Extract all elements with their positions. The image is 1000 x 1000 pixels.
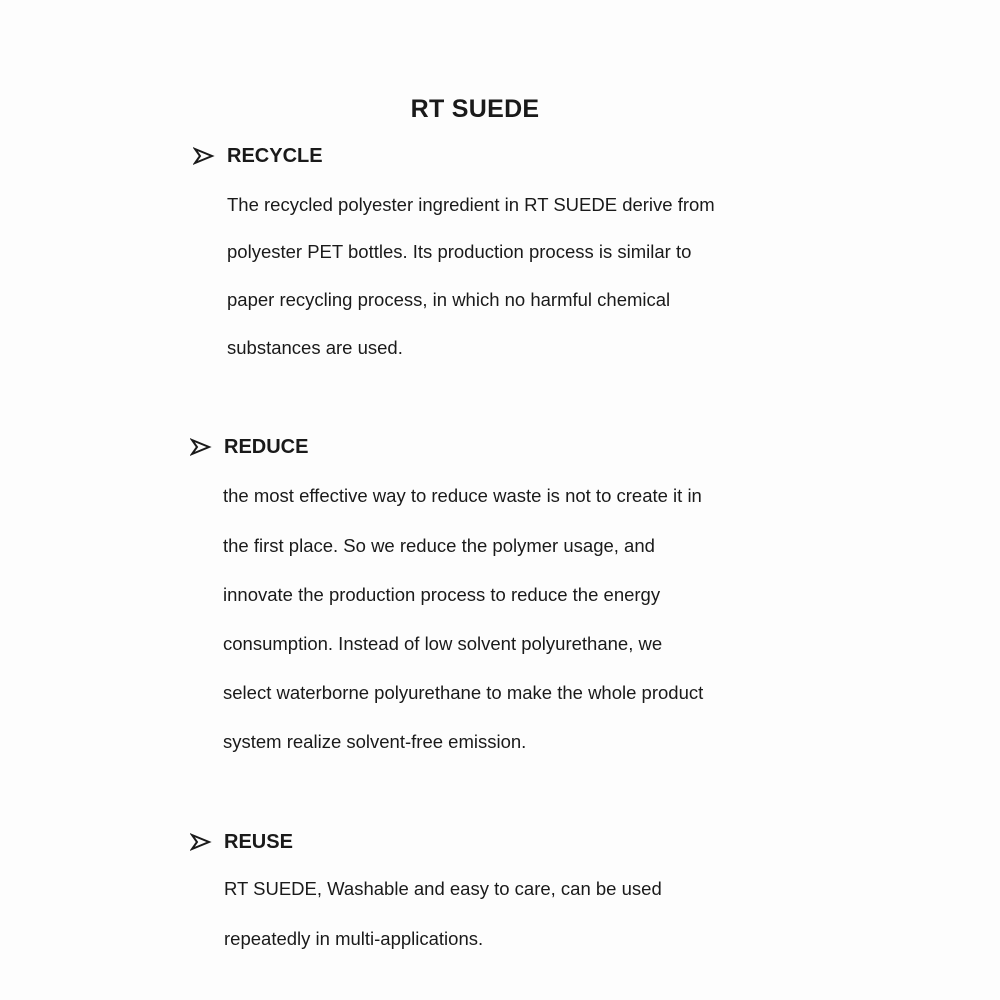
section-heading	[193, 143, 323, 169]
body-line: RT SUEDE, Washable and easy to care, can be used	[224, 878, 662, 899]
section-title: REDUCE	[224, 435, 309, 458]
section-heading	[190, 434, 308, 460]
body-line: consumption. Instead of low solvent polyurethane, we	[223, 633, 663, 654]
body-line: the most effective way to reduce waste is not to create it in	[223, 485, 702, 506]
section-heading	[190, 829, 293, 855]
body-line: substances are used.	[227, 337, 403, 358]
section-title: RECYCLE	[227, 144, 323, 167]
body-line: paper recycling process, in which no harmful chemical	[227, 289, 671, 310]
body-line: system realize solvent-free emission.	[223, 731, 527, 752]
arrow-bullet-icon	[190, 438, 212, 456]
section-title: REUSE	[224, 830, 293, 853]
arrow-bullet-icon	[193, 147, 215, 165]
document-title: RT SUEDE	[410, 95, 540, 123]
body-line: select waterborne polyurethane to make the whole product	[223, 682, 704, 703]
body-line: innovate the production process to reduce the energy	[223, 584, 661, 605]
body-line: the first place. So we reduce the polymer usage, and	[223, 535, 655, 556]
arrow-bullet-icon	[190, 833, 212, 851]
body-line: The recycled polyester ingredient in RT SUEDE derive from	[227, 194, 715, 215]
body-line: repeatedly in multi-applications.	[224, 928, 484, 949]
body-line: polyester PET bottles. Its production process is similar to	[227, 241, 692, 262]
